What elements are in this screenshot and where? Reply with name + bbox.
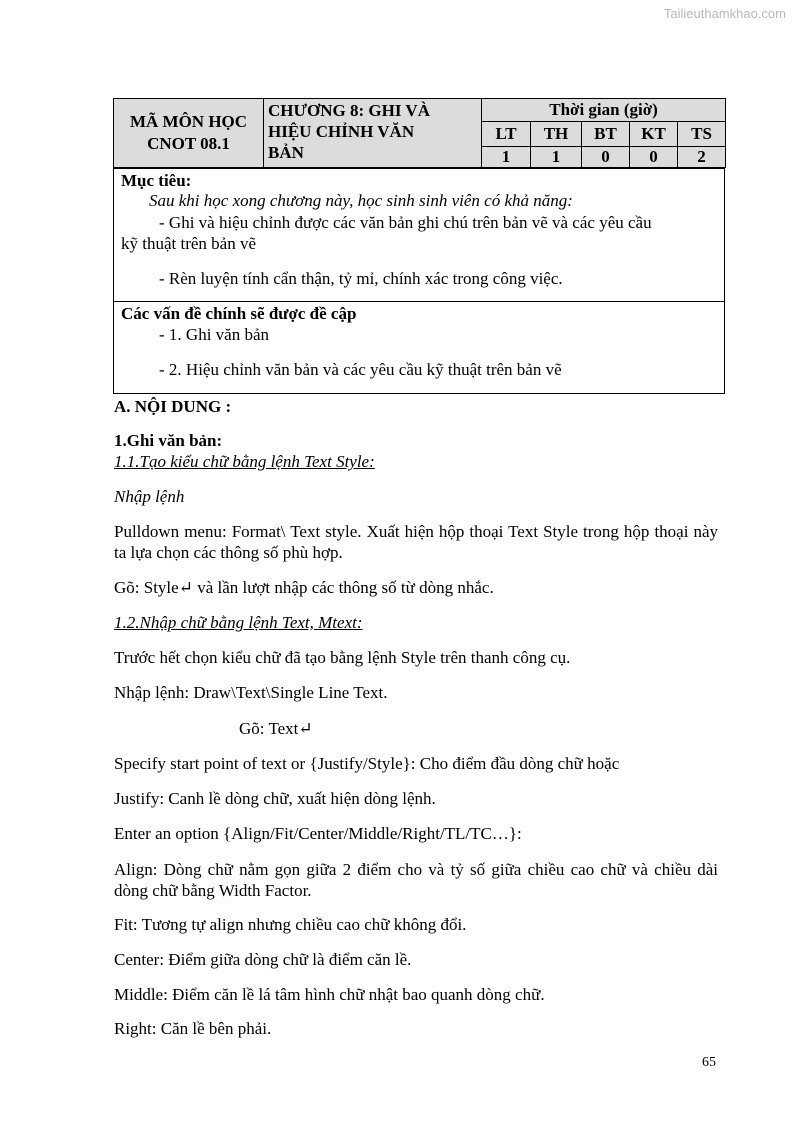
time-header: Thời gian (giờ) xyxy=(482,99,726,122)
issues-title: Các vấn đề chính sẽ được đề cập xyxy=(121,304,357,323)
chapter-title-cell xyxy=(264,99,482,168)
objective-item-continued: kỹ thuật trên bản vẽ xyxy=(121,234,257,253)
paragraph-pulldown: Pulldown menu: Format\ Text style. Xuất hiện hộp thoại Text Style trong hộp thoại này ta lựa chọn các thông số phù hợp. xyxy=(114,522,718,562)
paragraph-specify: Specify start point of text or {Justify/Style}: Cho điểm đầu dòng chữ hoặc xyxy=(114,754,620,773)
hours-ts: 2 xyxy=(678,147,726,168)
paragraph-center: Center: Điểm giữa dòng chữ là điểm căn lề. xyxy=(114,950,412,969)
hours-th: 1 xyxy=(531,147,582,168)
chapter-title-line: HIỆU CHỈNH VĂN xyxy=(268,122,415,141)
paragraph-justify: Justify: Canh lề dòng chữ, xuất hiện dòng lệnh. xyxy=(114,789,436,808)
section-a-heading: A. NỘI DUNG : xyxy=(114,397,232,416)
page-number: 65 xyxy=(702,1055,716,1070)
paragraph-align: Align: Dòng chữ nằm gọn giữa 2 điểm cho và tỷ số giữa chiều cao chữ và chiều dài dòng chữ bằng Width Factor. xyxy=(114,860,718,900)
column-header-lt: LT xyxy=(482,122,531,147)
paragraph-go-text: Gõ: Text↵ xyxy=(239,719,313,738)
subheading-text-mtext: 1.2.Nhập chữ bằng lệnh Text, Mtext: xyxy=(114,613,363,632)
chapter-header-table xyxy=(113,98,726,168)
course-code-cell xyxy=(114,99,264,168)
objective-item: - Ghi và hiệu chỉnh được các văn bản ghi chú trên bản vẽ và các yêu cầu xyxy=(159,213,652,232)
hours-kt: 0 xyxy=(630,147,678,168)
column-header-th: TH xyxy=(531,122,582,147)
column-header-kt: KT xyxy=(630,122,678,147)
objective-item: - Rèn luyện tính cẩn thận, tỷ mỉ, chính xác trong công việc. xyxy=(159,269,563,288)
issue-item: - 2. Hiệu chỉnh văn bản và các yêu cầu kỹ thuật trên bản vẽ xyxy=(159,360,562,379)
nhap-lenh-label: Nhập lệnh xyxy=(114,487,185,506)
objectives-title: Mục tiêu: xyxy=(121,171,192,190)
paragraph-enter-option: Enter an option {Align/Fit/Center/Middle/Right/TL/TC…}: xyxy=(114,824,522,843)
column-header-ts: TS xyxy=(678,122,726,147)
course-code-value: CNOT 08.1 xyxy=(147,134,230,153)
course-code-label: MÃ MÔN HỌC xyxy=(129,112,248,131)
paragraph-middle: Middle: Điểm căn lề lá tâm hình chữ nhật bao quanh dòng chữ. xyxy=(114,985,545,1004)
chapter-title-line: BẢN xyxy=(268,143,304,162)
issues-box xyxy=(113,300,725,394)
heading-ghi-van-ban: 1.Ghi văn bản: xyxy=(114,431,223,450)
watermark: Tailieuthamkhao.com xyxy=(663,6,786,21)
issue-item: - 1. Ghi văn bản xyxy=(159,325,270,344)
hours-lt: 1 xyxy=(482,147,531,168)
paragraph-truoc-het: Trước hết chọn kiểu chữ đã tạo bằng lệnh Style trên thanh công cụ. xyxy=(114,648,571,667)
chapter-title-line: CHƯƠNG 8: GHI VÀ xyxy=(268,101,430,120)
column-header-bt: BT xyxy=(582,122,630,147)
paragraph-go-style: Gõ: Style↵ và lần lượt nhập các thông số từ dòng nhắc. xyxy=(114,578,494,597)
paragraph-nhap-lenh-draw: Nhập lệnh: Draw\Text\Single Line Text. xyxy=(114,683,388,702)
objectives-intro: Sau khi học xong chương này, học sinh sinh viên có khả năng: xyxy=(149,191,573,210)
paragraph-right: Right: Căn lề bên phải. xyxy=(114,1019,272,1038)
paragraph-fit: Fit: Tương tự align nhưng chiều cao chữ không đổi. xyxy=(114,915,467,934)
subheading-text-style: 1.1.Tạo kiểu chữ bằng lệnh Text Style: xyxy=(114,452,375,471)
objectives-box xyxy=(113,168,725,302)
hours-bt: 0 xyxy=(582,147,630,168)
